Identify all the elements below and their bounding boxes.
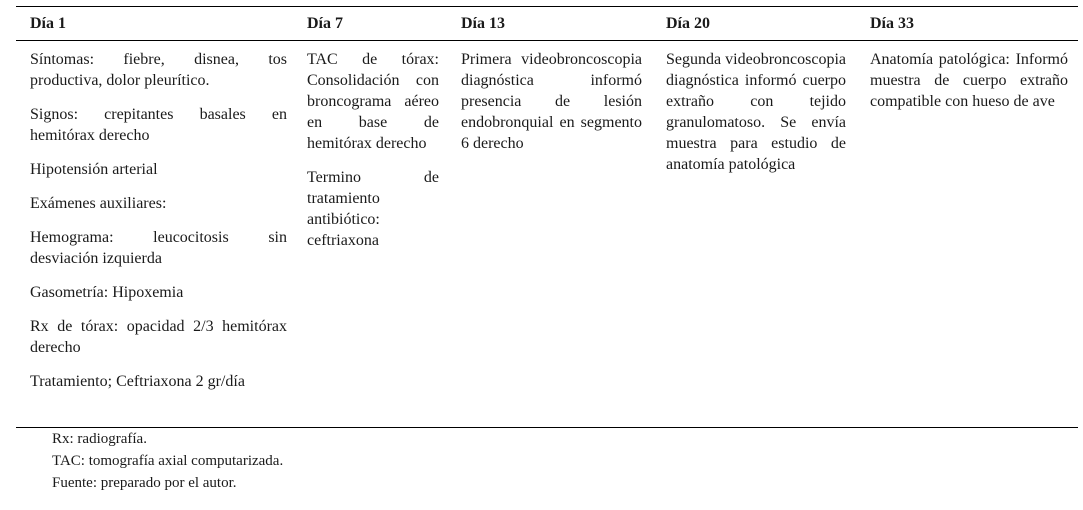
cell-text: Primera videobroncoscopia diagnóstica informó presencia de lesión endobronquial en segmento 6 derecho <box>461 51 642 152</box>
column-dia-7 <box>293 49 447 427</box>
timeline-table <box>16 6 1078 428</box>
footnote-source: Fuente: preparado por el autor. <box>52 475 237 491</box>
column-dia-13 <box>447 49 652 427</box>
cell-text: Gasometría: Hipoxemia <box>30 284 184 301</box>
footnotes <box>52 428 283 494</box>
footnote-tac: TAC: tomografía axial computarizada. <box>52 453 284 469</box>
header-dia-33: Día 33 <box>870 14 914 32</box>
cell-text: Termino de tratamiento antibiótico: ceftriaxona <box>307 169 439 249</box>
cell-text: Rx de tórax: opacidad 2/3 hemitórax derecho <box>30 318 287 356</box>
footnote-rx: Rx: radiografía. <box>52 431 147 447</box>
header-dia-7: Día 7 <box>307 14 343 32</box>
cell-text: Segunda videobroncoscopia diagnóstica informó cuerpo extraño con tejido granulomatoso. Se envía muestra para estudio de anatomía patológica <box>666 51 846 173</box>
cell-text: Síntomas: fiebre, disnea, tos productiva, dolor pleurítico. <box>30 51 287 89</box>
column-dia-1 <box>16 49 293 427</box>
column-dia-33 <box>856 49 1078 427</box>
cell-text: Anatomía patológica: Informó muestra de cuerpo extraño compatible con hueso de ave <box>870 51 1068 110</box>
cell-text: Tratamiento; Ceftriaxona 2 gr/día <box>30 373 245 390</box>
table-body-row <box>16 41 1078 427</box>
cell-text: Hipotensión arterial <box>30 161 158 178</box>
cell-text: Signos: crepitantes basales en hemitórax derecho <box>30 106 287 144</box>
header-dia-1: Día 1 <box>30 14 66 32</box>
column-dia-20 <box>652 49 856 427</box>
table-header-row <box>16 7 1078 40</box>
cell-text: Exámenes auxiliares: <box>30 195 167 212</box>
header-dia-20: Día 20 <box>666 14 710 32</box>
cell-text: Hemograma: leucocitosis sin desviación izquierda <box>30 229 287 267</box>
cell-text: TAC de tórax: Consolidación con broncograma aéreo en base de hemitórax derecho <box>307 51 439 152</box>
header-dia-13: Día 13 <box>461 14 505 32</box>
